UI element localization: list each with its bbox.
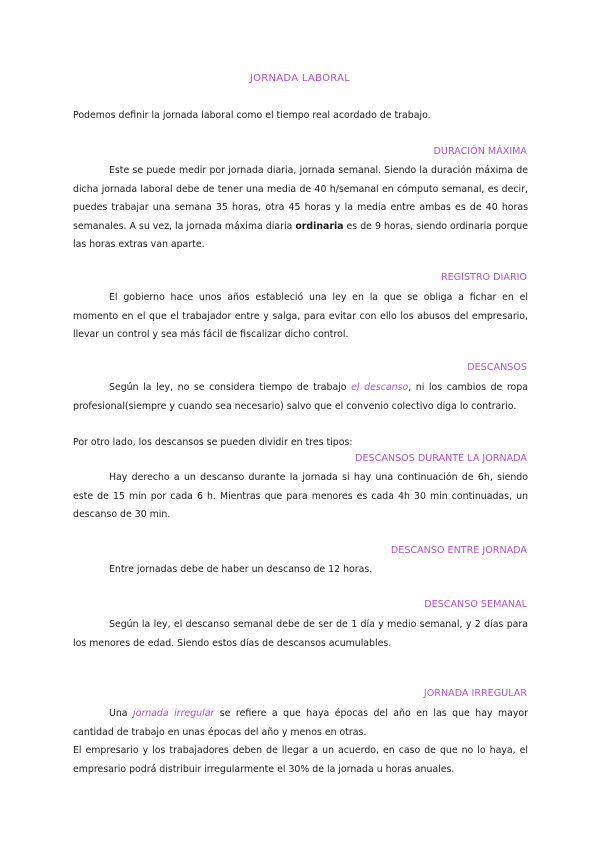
semanal-paragraph: Según la ley, el descanso semanal debe de ser de 1 día y medio semanal, y 2 días para los menores de edad. Siendo estos días de descansos acumulables. — [73, 619, 528, 649]
durante-paragraph: Hay derecho a un descanso durante la jornada si hay una continuación de 6h, siendo este de 15 min por cada 6 h. Mientras que para menores es cada 4h 30 min continuadas, un descanso de 30 min. — [73, 472, 528, 521]
duracion-text-1: Este se puede medir por jornada diaria, jornada semanal. Siendo la duración máxima de dicha jornada laboral debe de tener una media de 40 h/semanal en cómputo semanal, es decir, puedes trabajar una semana 35 horas, otra 45 horas y la media entre ambas es de 40 horas semanales. A su vez, la jornada máxima diaria — [73, 165, 528, 232]
registro-paragraph: El gobierno hace unos años estableció una ley en la que se obliga a fichar en el momento en el que el trabajador entre y salga, para evitar con ello los abusos del empresario, llevar un control y sea más fácil de fiscalizar dicho control. — [73, 292, 528, 341]
document-title: JORNADA LABORAL — [249, 73, 351, 84]
descansos-text-1: Según la ley, no se considera tiempo de trabajo — [109, 382, 352, 393]
irregular-text-1: Una — [109, 708, 134, 719]
irregular-paragraph-2: El empresario y los trabajadores deben de llegar a un acuerdo, en caso de que no lo haya, el empresario podrá distribuir irregularmente el 30% de la jornada u horas anuales. — [73, 745, 528, 775]
duracion-bold-word: ordinaria — [295, 220, 344, 232]
descansos-highlight: el descanso — [351, 382, 409, 393]
descansos-paragraph — [73, 379, 528, 416]
section-heading-registro: REGISTRO DIARIO — [440, 272, 527, 283]
irregular-paragraph — [73, 705, 528, 742]
irregular-text-2: se refiere a que haya épocas del año en las que hay mayor cantidad de trabajo en unas épocas del año y menos en otras. — [73, 708, 528, 738]
section-heading-entre: DESCANSO ENTRE JORNADA — [390, 545, 527, 556]
section-heading-duracion: DURACIÓN MÁXIMA — [433, 146, 527, 157]
duracion-text-2: es de 9 horas, siendo ordinaria porque las horas extras van aparte. — [73, 220, 528, 251]
entre-paragraph: Entre jornadas debe de haber un descanso de 12 horas. — [109, 564, 373, 575]
irregular-highlight: jornada irregular — [133, 708, 215, 719]
section-heading-irregular: JORNADA IRREGULAR — [423, 688, 527, 699]
descansos-text-2: , ni los cambios de ropa profesional(siempre y cuando sea necesario) salvo que el convenio colectivo diga lo contrario. — [73, 382, 528, 412]
descansos-division: Por otro lado, los descansos se pueden dividir en tres tipos: — [73, 437, 353, 448]
intro-paragraph: Podemos definir la jornada laboral como el tiempo real acordado de trabajo. — [73, 110, 431, 121]
section-heading-descansos: DESCANSOS — [467, 362, 527, 373]
duracion-paragraph — [73, 162, 528, 255]
section-heading-durante: DESCANSOS DURANTE LA JORNADA — [355, 453, 527, 464]
section-heading-semanal: DESCANSO SEMANAL — [424, 599, 527, 610]
